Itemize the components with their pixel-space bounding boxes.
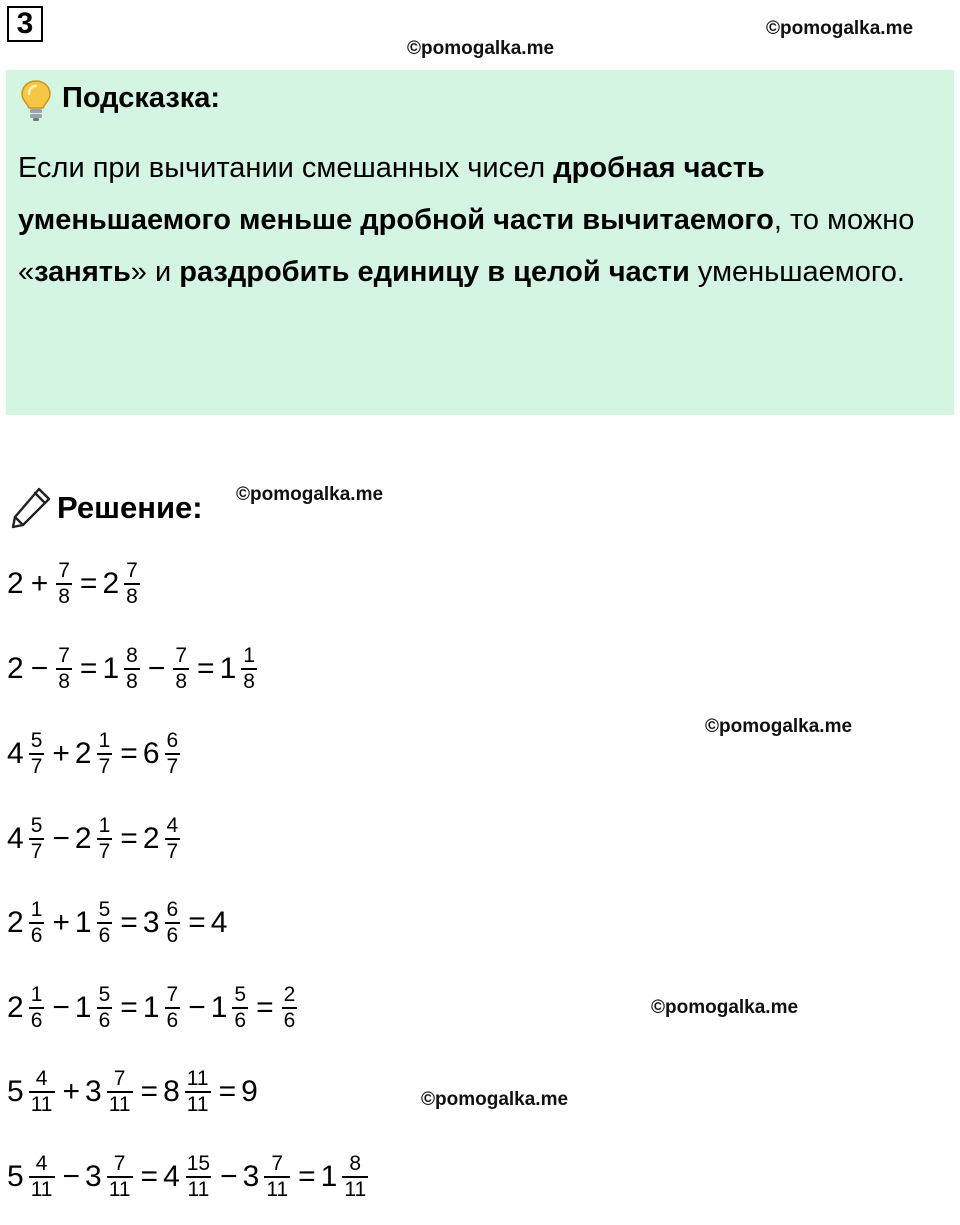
equation-line [7,729,183,779]
whole-number: 2 [74,822,92,855]
pencil-icon [10,486,52,530]
numerator: 6 [166,729,179,752]
numerator: 8 [349,1152,362,1175]
denominator: 11 [344,1178,367,1201]
denominator: 6 [30,1009,43,1032]
hint-emphasis: раздробить единицу в целой части [179,256,690,288]
numerator: 1 [30,898,43,921]
operator: − [52,822,70,855]
numerator: 11 [186,1067,209,1090]
whole-number: 2 [74,737,92,770]
denominator: 6 [30,924,43,947]
watermark: ©pomogalka.me [407,38,555,59]
denominator: 11 [187,1178,210,1201]
denominator: 8 [243,670,255,693]
equation-line [7,898,229,948]
numerator: 7 [113,1067,126,1090]
whole-number: 8 [163,1075,180,1108]
operator: + [52,906,70,939]
whole-number: 9 [241,1075,258,1108]
equation-line [7,644,260,694]
fraction [97,814,113,864]
whole-number: 3 [242,1160,260,1193]
numerator: 4 [35,1152,48,1175]
whole-number: 2 [142,822,160,855]
hint-text-part: Если при вычитании смешанных чисел [18,152,554,184]
equation-line [7,814,183,864]
denominator: 11 [266,1178,289,1201]
operator: = [79,652,98,685]
whole-number: 3 [85,1160,102,1193]
numerator: 5 [30,814,43,837]
hint-text [18,142,938,298]
numerator: 5 [30,729,43,752]
fraction [29,898,45,948]
denominator: 11 [30,1093,53,1116]
fraction [107,1067,133,1117]
denominator: 11 [108,1178,131,1201]
numerator: 1 [243,644,255,667]
denominator: 8 [58,670,70,693]
whole-number: 2 [7,906,24,939]
fraction [165,898,181,948]
hint-emphasis: занять [34,256,131,288]
denominator: 8 [126,585,138,608]
watermark: ©pomogalka.me [421,1089,569,1110]
whole-number: 1 [142,991,160,1024]
hint-emphasis: дробная часть уменьшаемого меньше дробной части вычитаемого [18,152,774,236]
denominator: 6 [166,1009,179,1032]
operator: − [30,652,49,685]
numerator: 1 [98,729,111,752]
equation-line [7,983,300,1033]
fraction [185,1152,212,1202]
operator: + [30,567,49,600]
numerator: 7 [58,559,70,582]
fraction [124,644,140,694]
whole-number: 4 [163,1160,180,1193]
whole-number: 2 [7,652,24,685]
numerator: 1 [98,814,111,837]
whole-number: 2 [7,567,24,600]
denominator: 8 [175,670,188,693]
fraction [165,729,181,779]
fraction [165,983,181,1033]
watermark: ©pomogalka.me [651,997,799,1018]
numerator: 7 [166,983,179,1006]
denominator: 7 [98,755,111,778]
numerator: 6 [166,898,179,921]
denominator: 6 [98,924,111,947]
fraction [282,983,298,1033]
fraction [342,1152,368,1202]
numerator: 2 [283,983,296,1006]
equation-line [7,559,143,609]
denominator: 6 [98,1009,111,1032]
whole-number: 2 [7,991,24,1024]
numerator: 7 [271,1152,284,1175]
solution-title: Решение: [57,490,203,525]
hint-text-part: уменьшаемого. [689,256,905,288]
fraction [264,1152,290,1202]
whole-number: 3 [142,906,160,939]
hint-title: Подсказка: [62,82,221,114]
operator: = [120,822,138,855]
whole-number: 4 [7,737,24,770]
denominator: 8 [126,670,138,693]
watermark: ©pomogalka.me [705,716,853,737]
operator: − [62,1160,81,1193]
fraction [29,814,45,864]
fraction [97,729,113,779]
fraction [232,983,248,1033]
operator: + [62,1075,81,1108]
fraction [241,644,257,694]
numerator: 7 [58,644,70,667]
numerator: 5 [234,983,247,1006]
whole-number: 6 [142,737,160,770]
whole-number: 5 [7,1160,24,1193]
operator: = [140,1075,159,1108]
fraction [97,983,113,1033]
numerator: 4 [166,814,179,837]
numerator: 4 [35,1067,48,1090]
denominator: 11 [30,1178,53,1201]
denominator: 7 [30,755,43,778]
denominator: 6 [166,924,179,947]
numerator: 7 [113,1152,126,1175]
whole-number: 1 [320,1160,338,1193]
whole-number: 4 [210,906,228,939]
lightbulb-icon [20,79,52,121]
whole-number: 1 [210,991,228,1024]
denominator: 7 [30,840,43,863]
fraction [173,644,189,694]
whole-number: 2 [102,567,120,600]
numerator: 8 [126,644,138,667]
numerator: 5 [98,898,111,921]
whole-number: 4 [7,822,24,855]
fraction [185,1067,211,1117]
denominator: 8 [58,585,70,608]
operator: = [120,737,138,770]
task-number: 3 [7,6,43,42]
operator: = [120,991,138,1024]
denominator: 7 [98,840,111,863]
fraction [165,814,181,864]
operator: − [52,991,70,1024]
watermark: ©pomogalka.me [766,18,914,39]
numerator: 7 [175,644,188,667]
whole-number: 3 [85,1075,102,1108]
operator: = [79,567,98,600]
operator: = [120,906,138,939]
denominator: 11 [108,1093,131,1116]
whole-number: 1 [219,652,237,685]
numerator: 15 [186,1152,211,1175]
whole-number: 5 [7,1075,24,1108]
fraction [124,559,140,609]
numerator: 5 [98,983,111,1006]
numerator: 1 [30,983,43,1006]
denominator: 11 [186,1093,209,1116]
operator: + [52,737,70,770]
denominator: 6 [234,1009,247,1032]
operator: = [218,1075,237,1108]
operator: = [140,1160,159,1193]
fraction [29,983,45,1033]
fraction [56,644,72,694]
operator: = [197,652,215,685]
whole-number: 1 [74,991,92,1024]
hint-text-part: » и [130,256,180,288]
equation-line [7,1152,371,1202]
operator: − [220,1160,238,1193]
fraction [97,898,113,948]
operator: − [188,991,206,1024]
fraction [29,1152,55,1202]
whole-number: 1 [102,652,120,685]
operator: = [256,991,274,1024]
denominator: 6 [283,1009,296,1032]
operator: − [147,652,166,685]
fraction [29,729,45,779]
fraction [29,1067,55,1117]
watermark: ©pomogalka.me [236,484,384,505]
numerator: 7 [126,559,138,582]
operator: = [298,1160,316,1193]
denominator: 7 [166,755,179,778]
whole-number: 1 [74,906,92,939]
fraction [56,559,72,609]
denominator: 7 [166,840,179,863]
operator: = [188,906,206,939]
fraction [107,1152,133,1202]
equation-line [7,1067,260,1117]
hint-text-part: , то можно « [18,204,915,288]
